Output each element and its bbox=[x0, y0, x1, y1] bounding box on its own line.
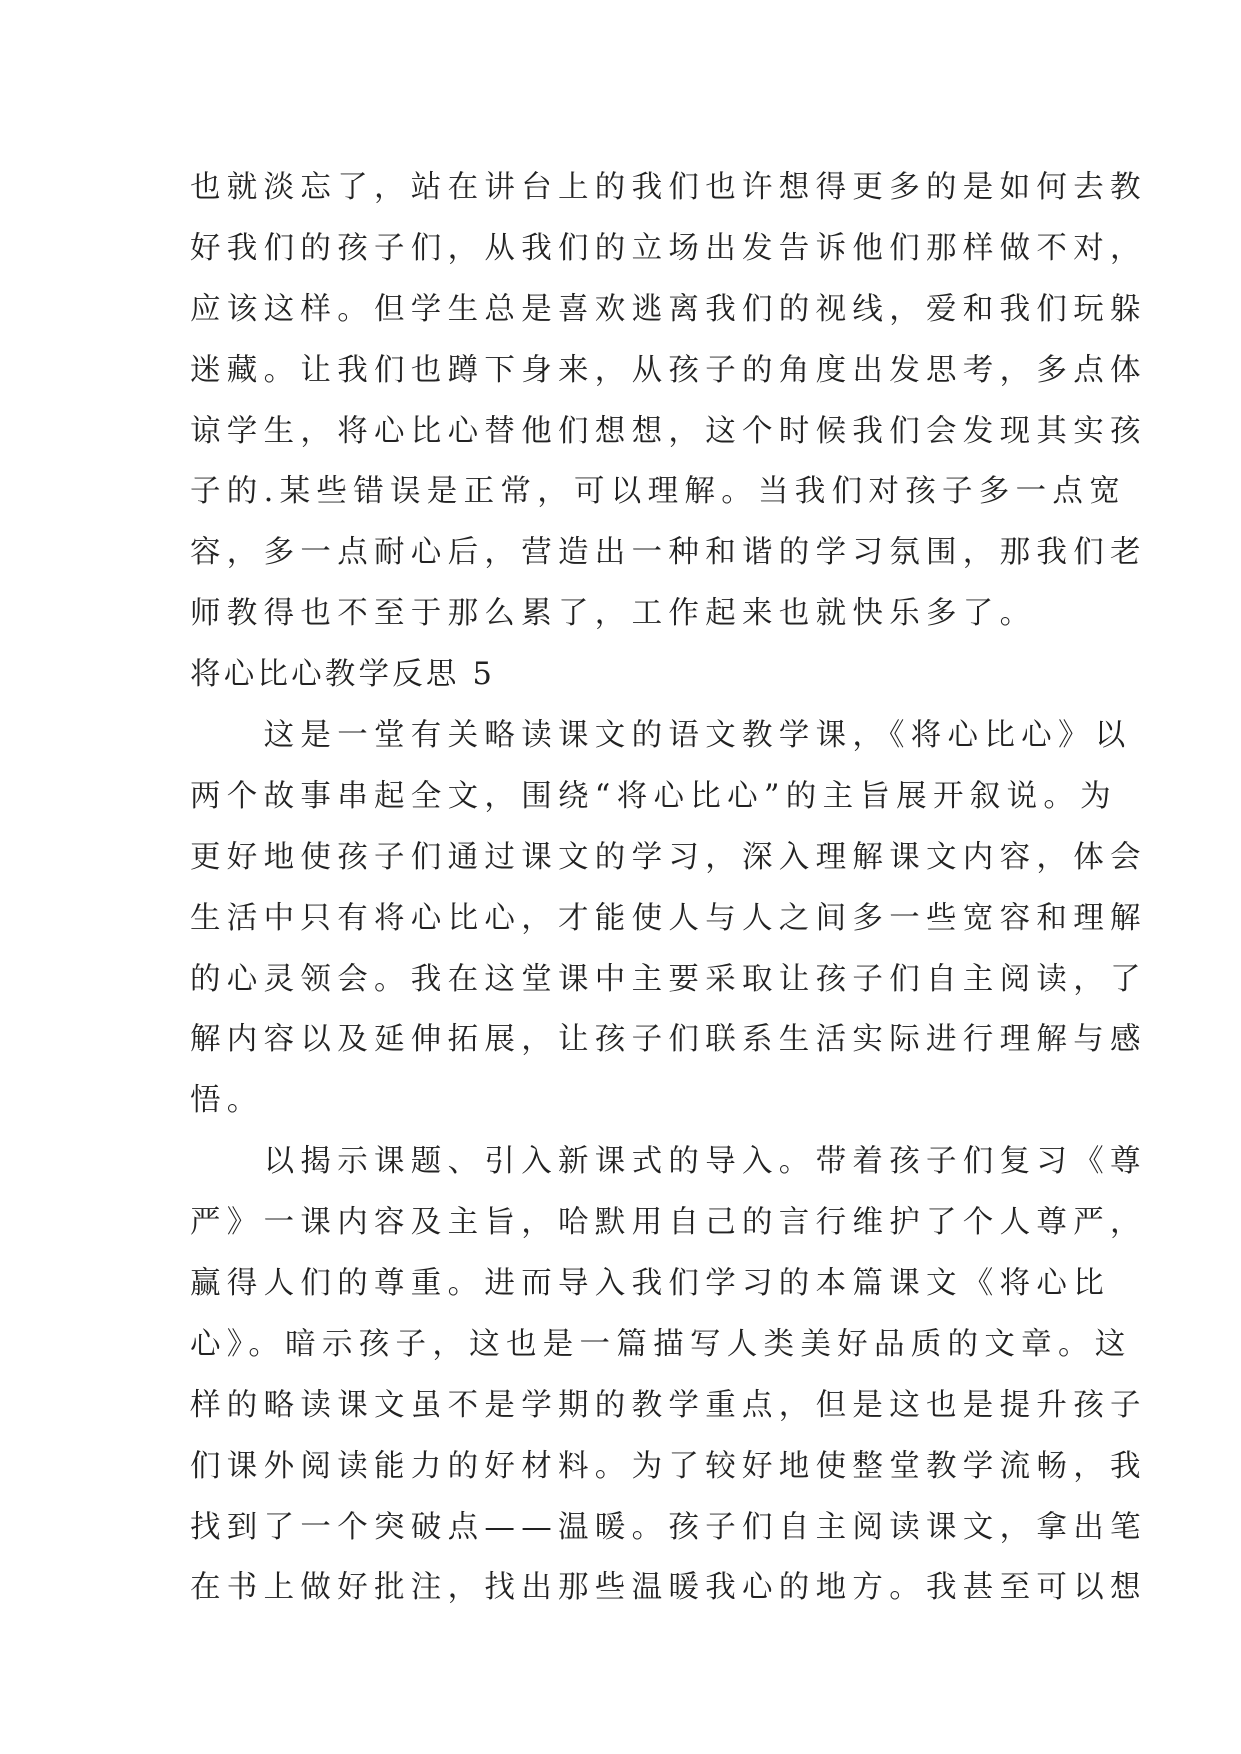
text-line: 两个故事串起全文，围绕“将心比心”的主旨展开叙说。为 bbox=[190, 778, 1117, 814]
text-line: 谅学生，将心比心替他们想想，这个时候我们会发现其实孩 bbox=[190, 413, 1147, 449]
text-line: 应该这样。但学生总是喜欢逃离我们的视线，爱和我们玩躲 bbox=[190, 291, 1147, 327]
text-line: 们课外阅读能力的好材料。为了较好地使整堂教学流畅，我 bbox=[190, 1448, 1147, 1484]
text-line: 心》。暗示孩子，这也是一篇描写人类美好品质的文章。这 bbox=[190, 1326, 1132, 1362]
text-line: 的心灵领会。我在这堂课中主要采取让孩子们自主阅读，了 bbox=[190, 961, 1147, 997]
text-line: 解内容以及延伸拓展，让孩子们联系生活实际进行理解与感 bbox=[190, 1022, 1147, 1058]
text-line: 更好地使孩子们通过课文的学习，深入理解课文内容，体会 bbox=[190, 839, 1147, 875]
text-line: 好我们的孩子们，从我们的立场出发告诉他们那样做不对， bbox=[190, 230, 1147, 266]
text-line: 悟。 bbox=[190, 1083, 264, 1119]
text-line: 找到了一个突破点——温暖。孩子们自主阅读课文，拿出笔 bbox=[190, 1509, 1147, 1545]
text-line: 容，多一点耐心后，营造出一种和谐的学习氛围，那我们老 bbox=[190, 535, 1147, 571]
text-line: 生活中只有将心比心，才能使人与人之间多一些宽容和理解 bbox=[190, 900, 1147, 936]
text-line: 这是一堂有关略读课文的语文教学课，《将心比心》以 bbox=[190, 718, 1132, 754]
text-line: 师教得也不至于那么累了，工作起来也就快乐多了。 bbox=[190, 596, 1037, 632]
text-line: 也就淡忘了，站在讲台上的我们也许想得更多的是如何去教 bbox=[190, 170, 1147, 205]
text-line: 迷藏。让我们也蹲下身来，从孩子的角度出发思考，多点体 bbox=[190, 352, 1147, 388]
text-line: 在书上做好批注，找出那些温暖我心的地方。我甚至可以想 bbox=[190, 1570, 1147, 1606]
text-line: 子的.某些错误是正常，可以理解。当我们对孩子多一点宽 bbox=[190, 474, 1126, 510]
section-heading: 将心比心教学反思 5 bbox=[190, 657, 496, 693]
text-line: 赢得人们的尊重。进而导入我们学习的本篇课文《将心比 bbox=[190, 1266, 1110, 1302]
document-body bbox=[190, 158, 1147, 1619]
text-line: 严》一课内容及主旨，哈默用自己的言行维护了个人尊严， bbox=[190, 1205, 1147, 1241]
text-line: 以揭示课题、引入新课式的导入。带着孩子们复习《尊 bbox=[190, 1144, 1147, 1180]
text-line: 样的略读课文虽不是学期的教学重点，但是这也是提升孩子 bbox=[190, 1387, 1147, 1423]
